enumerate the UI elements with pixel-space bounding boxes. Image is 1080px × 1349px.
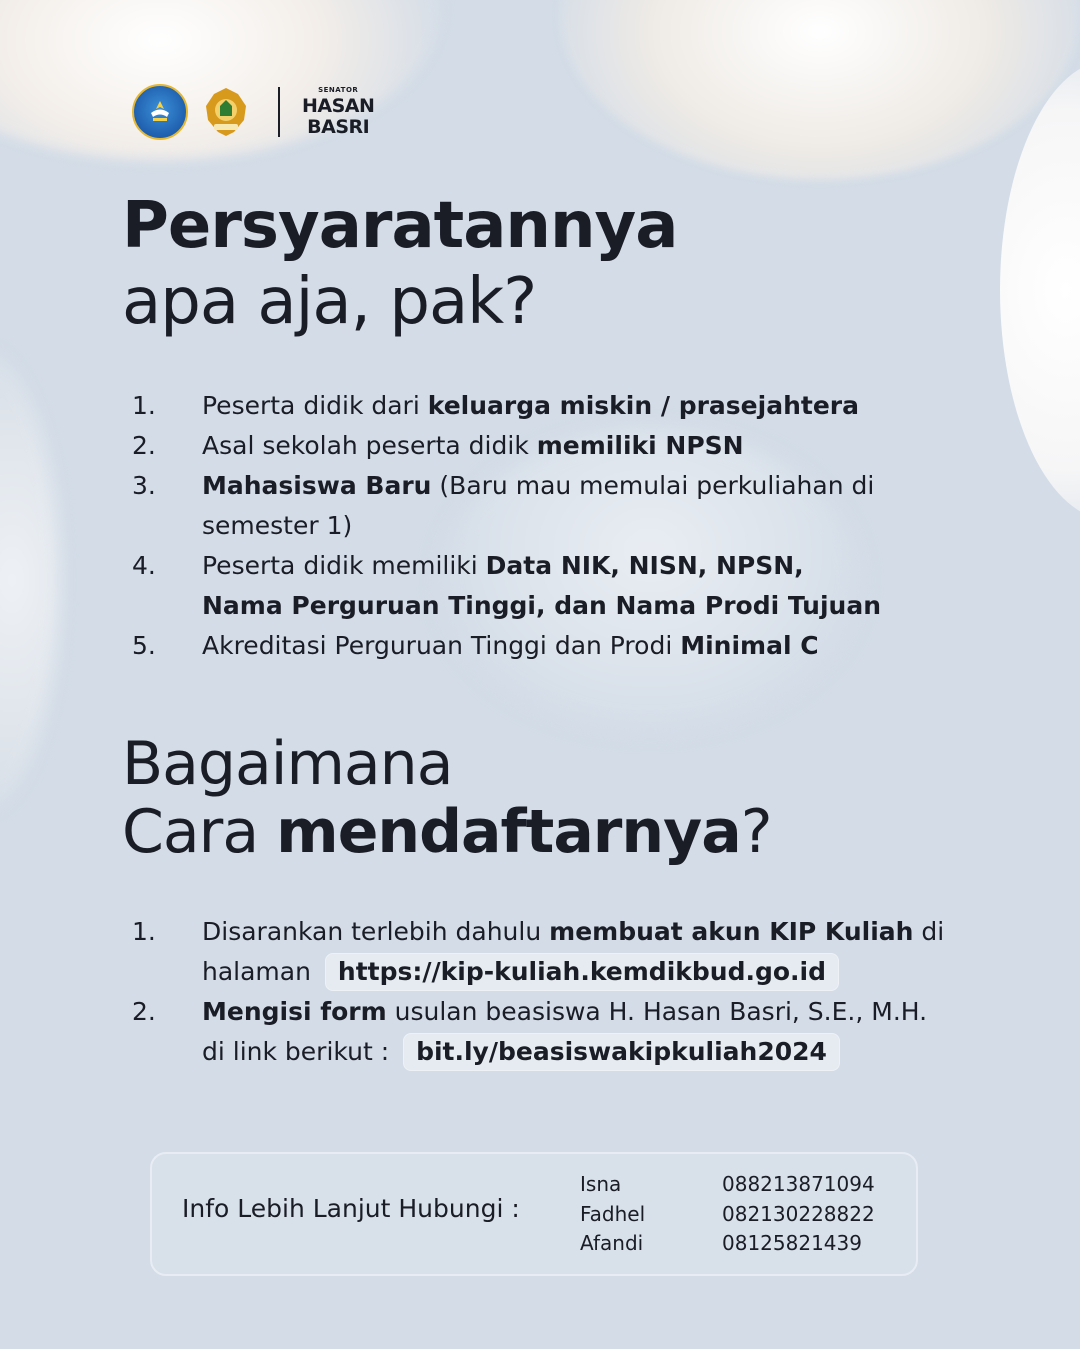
item-number: 2. [132,997,156,1026]
contact-box [150,1152,918,1276]
brand-name-line2: BASRI [307,116,370,138]
item-number: 5. [132,631,156,660]
contact-phone[interactable]: 08125821439 [722,1231,862,1255]
heading-line2-bold: mendaftarnya [276,797,741,867]
heading-line1: Persyaratannya [122,189,678,263]
decorative-sphere [1000,60,1080,520]
item-text: Peserta didik dari keluarga miskin / prasejahtera [202,391,859,420]
list-item [132,466,932,546]
dpr-ri-logo [198,84,254,140]
contact-phone[interactable]: 088213871094 [722,1172,875,1196]
contact-name: Isna [580,1172,622,1196]
senator-brand [302,87,374,137]
contact-phones [722,1170,875,1259]
form-link[interactable]: bit.ly/beasiswakipkuliah2024 [403,1033,840,1071]
kemendikbud-logo [132,84,188,140]
item-number: 4. [132,551,156,580]
item-text: Asal sekolah peserta didik memiliki NPSN [202,431,744,460]
brand-subtitle: SENATOR [318,86,359,94]
contact-name: Afandi [580,1231,644,1255]
list-item [132,626,932,666]
requirements-list [132,386,932,666]
contact-names [580,1170,645,1259]
logo-divider [278,87,280,137]
item-text: Mahasiswa Baru (Baru mau memulai perkuliahan di semester 1) [202,471,875,540]
item-number: 1. [132,391,156,420]
item-text: Disarankan terlebih dahulu membuat akun KIP Kuliah di halaman https://kip-kuliah.kemdikbud.go.id [202,912,952,992]
item-text: Akreditasi Perguruan Tinggi dan Prodi Minimal C [202,631,819,660]
contact-phone[interactable]: 082130228822 [722,1201,875,1226]
heading-line2-regular: Cara [122,797,277,867]
contact-label: Info Lebih Lanjut Hubungi : [182,1194,520,1223]
list-item [132,386,932,426]
contact-name: Fadhel [580,1201,646,1226]
heading-line2-end: ? [740,797,772,867]
item-text: Peserta didik memiliki Data NIK, NISN, NPSN, Nama Perguruan Tinggi, dan Nama Prodi Tujuan [202,551,882,620]
decorative-sphere [0,350,60,810]
heading-line1: Bagaimana [122,729,453,799]
kip-kuliah-link[interactable]: https://kip-kuliah.kemdikbud.go.id [325,953,839,991]
list-item [132,992,952,1072]
header-logos [132,84,374,140]
list-item [132,546,932,626]
list-item [132,426,932,466]
list-item [132,912,952,992]
brand-name-line1: HASAN [302,95,375,117]
registration-steps [132,912,952,1072]
registration-heading [122,730,772,866]
item-number: 3. [132,471,156,500]
requirements-heading [122,188,677,340]
decorative-sphere [560,0,1080,180]
item-text: Mengisi form usulan beasiswa H. Hasan Basri, S.E., M.H. di link berikut : bit.ly/beasiswakipkuliah2024 [202,992,952,1072]
item-number: 2. [132,431,156,460]
heading-line2: apa aja, pak? [122,265,537,339]
item-number: 1. [132,917,156,946]
